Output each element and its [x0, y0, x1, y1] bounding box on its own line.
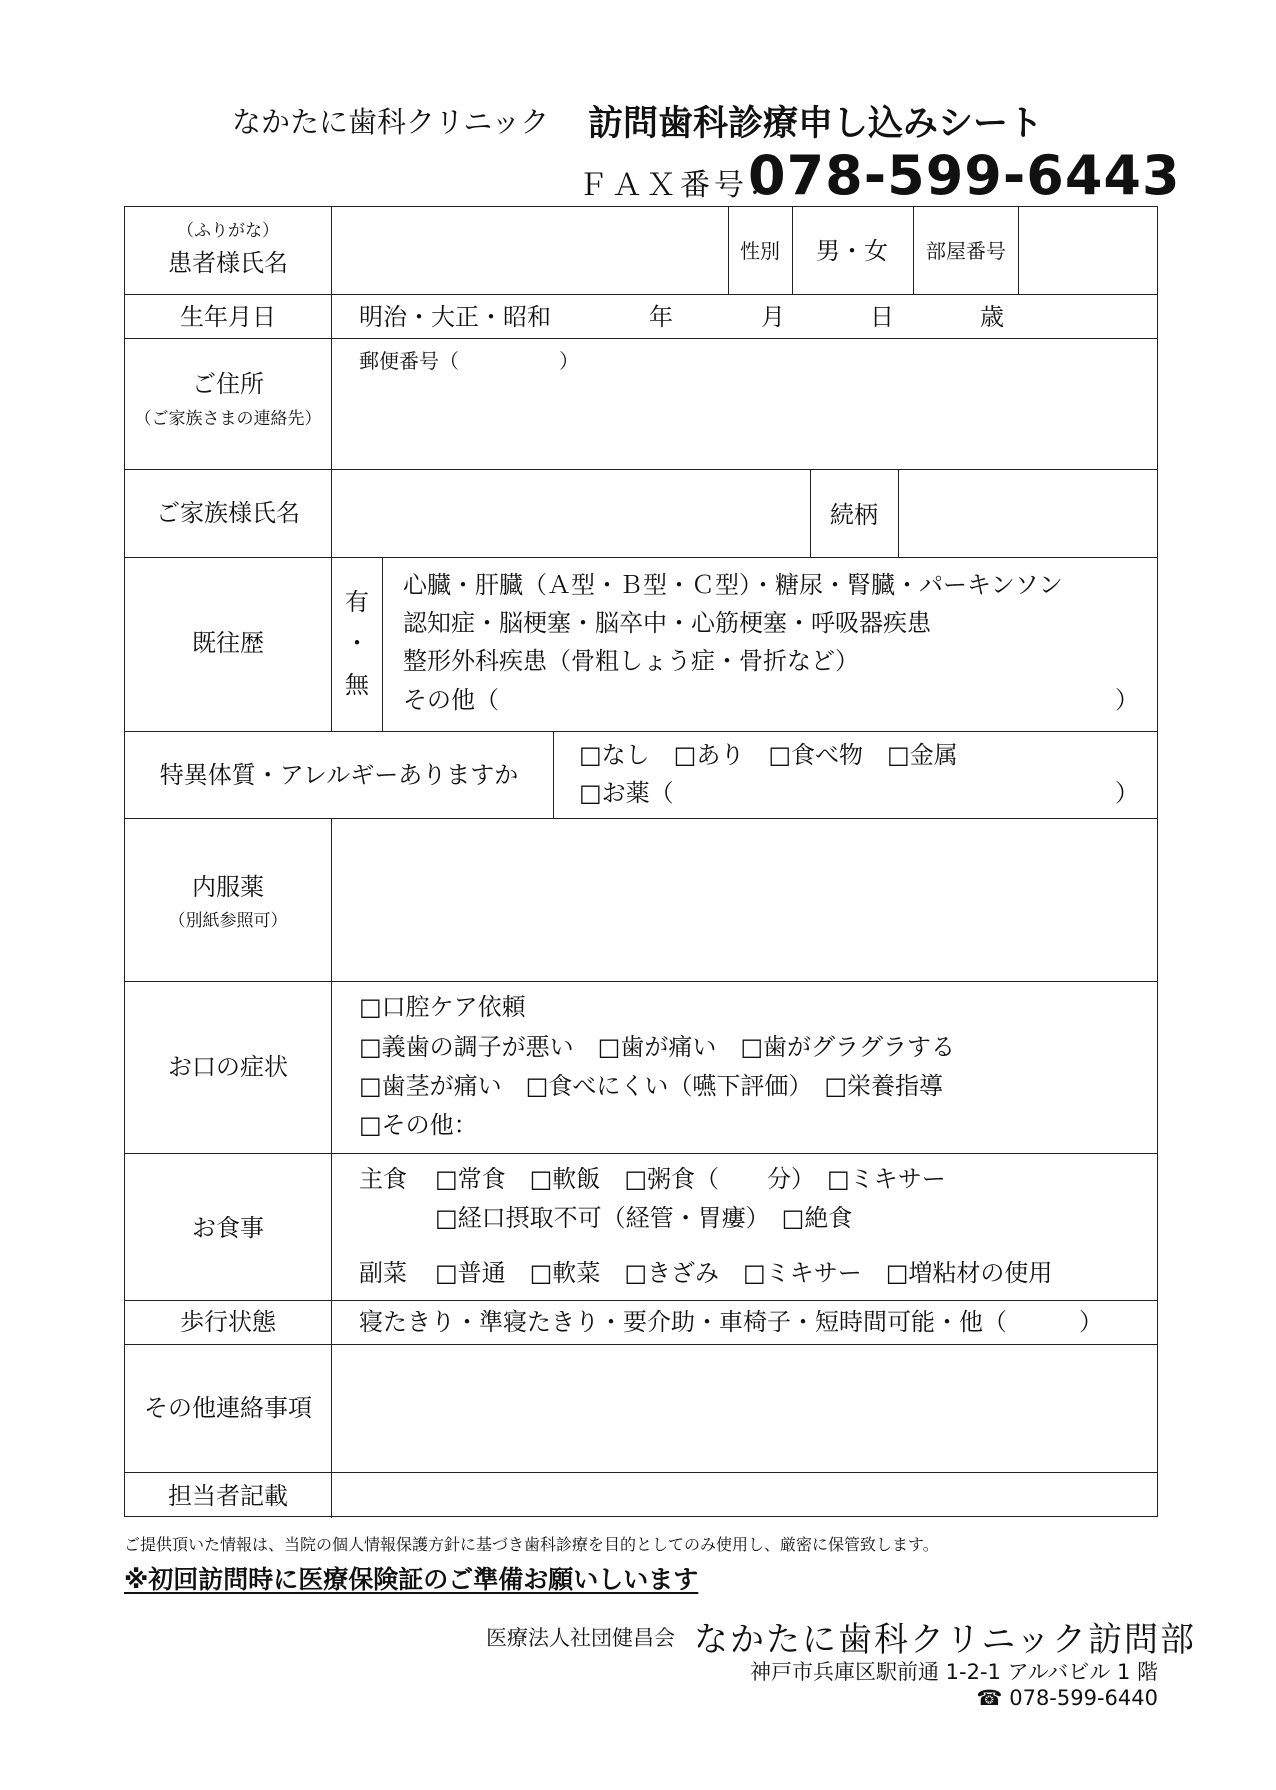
- birth-date-label: 生年月日: [180, 303, 276, 331]
- clinic-address: 神戸市兵庫区駅前通 1-2-1 アルバビル 1 階: [750, 1660, 1158, 1684]
- relation-divider: [810, 469, 811, 557]
- allergy-options: □なし □あり □食べ物 □金属: [579, 741, 958, 769]
- sheet-title: 訪問歯科診療申し込みシート: [588, 104, 1044, 144]
- gender-options: 男・女: [816, 237, 888, 265]
- row-divider: [125, 731, 1157, 732]
- label-column-divider: [331, 207, 332, 731]
- row-divider: [125, 557, 1157, 558]
- staff-label: 担当者記載: [168, 1482, 288, 1510]
- row-divider: [125, 469, 1157, 470]
- row-divider: [125, 1153, 1157, 1154]
- history-line-2: 認知症・脳梗塞・脳卒中・心筋梗塞・呼吸器疾患: [403, 609, 931, 637]
- insurance-notice: ※初回訪問時に医療保険証のご準備お願いしいます: [124, 1565, 699, 1594]
- meal-label: お食事: [192, 1214, 264, 1242]
- history-other-close: ）: [1115, 686, 1139, 714]
- medical-history-label: 既往歴: [192, 629, 264, 657]
- other-contact-label: その他連絡事項: [144, 1394, 312, 1422]
- clinic-name: なかたに歯科クリニック: [232, 105, 550, 139]
- walking-label: 歩行状態: [180, 1308, 276, 1336]
- day-label: 日: [870, 303, 894, 331]
- row-divider: [125, 1472, 1157, 1473]
- fax-number: 078-599-6443: [748, 144, 1181, 207]
- side-dish-line: □普通 □軟菜 □きざみ □ミキサー □増粘材の使用: [435, 1259, 1053, 1287]
- walking-options: 寝たきり・準寝たきり・要介助・車椅子・短時間可能・他（ ）: [359, 1308, 1103, 1336]
- history-separator: ・: [345, 629, 369, 657]
- relation-divider: [898, 469, 899, 557]
- mouth-line-4: □その他：: [359, 1111, 478, 1139]
- mouth-line-2: □義歯の調子が悪い □歯が痛い □歯がグラグラする: [359, 1033, 956, 1061]
- clinic-phone: ☎ 078-599-6440: [976, 1686, 1158, 1710]
- main-dish-line-1: □常食 □軟飯 □粥食（ 分） □ミキサー: [435, 1165, 946, 1193]
- gender-divider: [728, 207, 729, 294]
- age-label: 歳: [980, 303, 1004, 331]
- mouth-line-3: □歯茎が痛い □食べにくい（嚥下評価） □栄養指導: [359, 1072, 944, 1100]
- mouth-symptoms-label: お口の症状: [168, 1053, 288, 1081]
- row-divider: [125, 294, 1157, 295]
- room-divider: [913, 207, 914, 294]
- allergy-medicine-close: ）: [1115, 779, 1139, 807]
- application-form: [124, 206, 1158, 1517]
- row-divider: [125, 981, 1157, 982]
- allergy-medicine: □お薬（: [579, 779, 674, 807]
- month-label: 月: [761, 303, 785, 331]
- room-number-label: 部屋番号: [926, 239, 1006, 263]
- row-divider: [125, 1300, 1157, 1301]
- mouth-line-1: □口腔ケア依頼: [359, 993, 526, 1021]
- year-label: 年: [649, 303, 673, 331]
- medicine-sublabel: （別紙参照可）: [168, 911, 288, 931]
- history-line-3: 整形外科疾患（骨粗しょう症・骨折など）: [403, 647, 859, 675]
- postal-code-label: 郵便番号（ ）: [359, 349, 579, 373]
- patient-name-label: 患者様氏名: [168, 249, 288, 277]
- room-divider: [1018, 207, 1019, 294]
- row-divider: [125, 338, 1157, 339]
- era-options: 明治・大正・昭和: [359, 303, 551, 331]
- family-name-label: ご家族様氏名: [156, 499, 300, 527]
- medicine-label: 内服薬: [192, 873, 264, 901]
- allergy-column-divider: [553, 731, 554, 818]
- side-dish-label: 副菜: [359, 1259, 407, 1287]
- address-label: ご住所: [192, 370, 264, 398]
- history-yesno-divider: [382, 557, 383, 731]
- gender-divider: [792, 207, 793, 294]
- allergy-label: 特異体質・アレルギーありますか: [159, 761, 519, 789]
- corporation-name: 医療法人社団健昌会: [486, 1626, 675, 1650]
- history-other: その他（: [403, 686, 499, 714]
- history-line-1: 心臓・肝臓（Ａ型・Ｂ型・Ｃ型）・糖尿・腎臓・パーキンソン: [403, 571, 1063, 599]
- row-divider: [125, 818, 1157, 819]
- clinic-department: なかたに歯科クリニック訪問部: [694, 1620, 1196, 1660]
- furigana-label: （ふりがな）: [177, 221, 279, 241]
- address-sublabel: （ご家族さまの連絡先）: [134, 409, 322, 429]
- fax-label: ＦＡＸ番号：: [578, 168, 782, 203]
- label-column-divider: [331, 818, 332, 1518]
- history-yes: 有: [345, 588, 369, 616]
- privacy-note: ご提供頂いた情報は、当院の個人情報保護方針に基づき歯科診療を目的としてのみ使用し、厳密に保管致します。: [124, 1535, 939, 1554]
- history-no: 無: [345, 671, 369, 699]
- main-dish-label: 主食: [359, 1165, 407, 1193]
- gender-label: 性別: [740, 239, 780, 263]
- relation-label: 続柄: [830, 501, 878, 529]
- main-dish-line-2: □経口摂取不可（経管・胃瘻） □絶食: [435, 1204, 853, 1232]
- row-divider: [125, 1344, 1157, 1345]
